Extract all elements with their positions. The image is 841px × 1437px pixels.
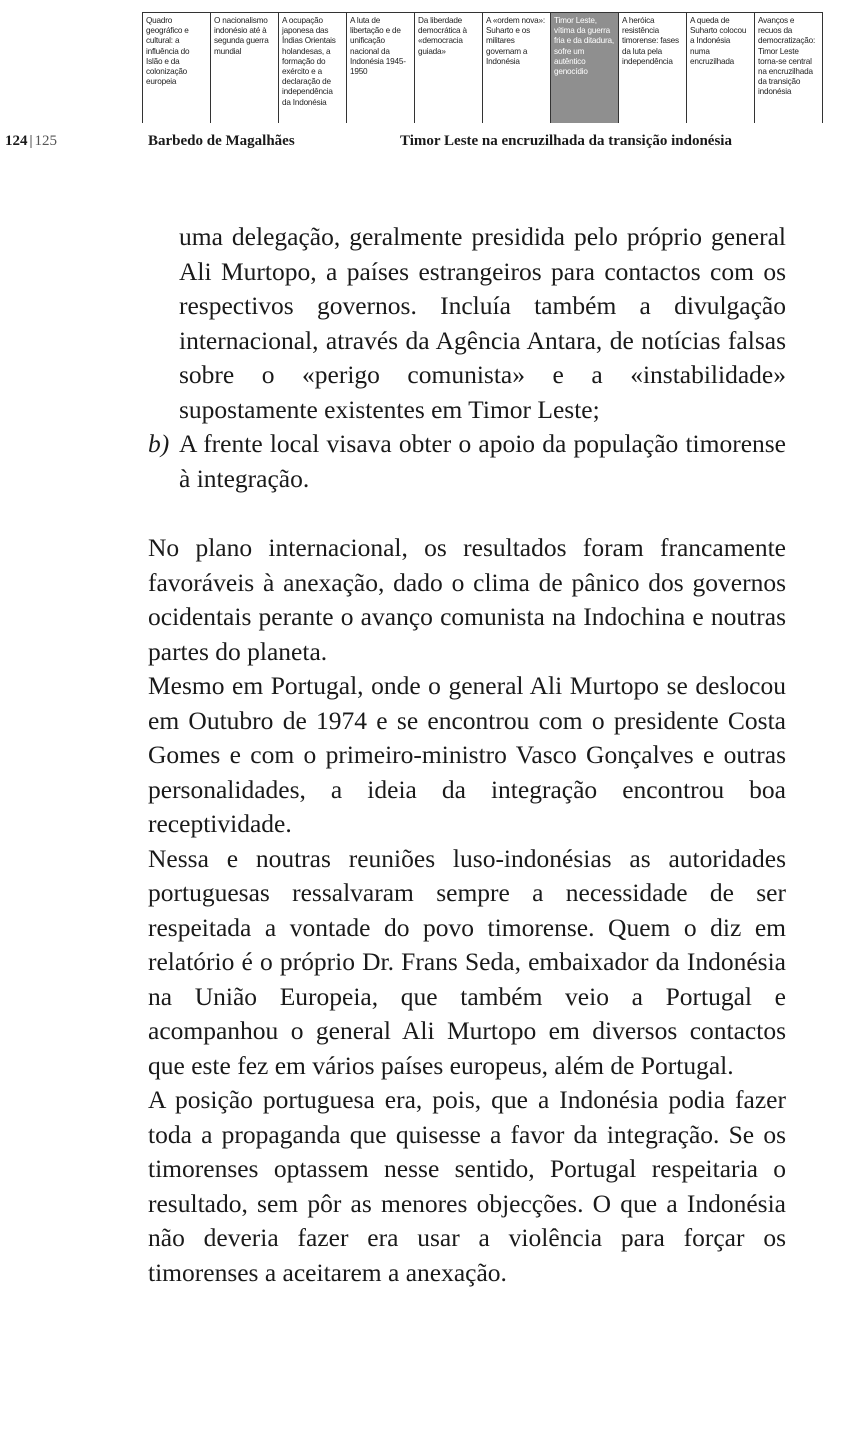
page-number-current: 124 (5, 133, 28, 149)
chapter-nav-cell-8: A heróica resistência timorense: fases da luta pela independência (618, 13, 686, 123)
page-number-next: 125 (34, 133, 58, 149)
list-marker-b: b) (148, 429, 170, 458)
paragraph-spacer (148, 496, 786, 531)
chapter-nav-cell-2: O nacionalismo indonésio até à segunda guerra mundial (210, 13, 278, 123)
paragraph-1: No plano internacional, os resultados foram francamente favoráveis à anexação, dado o clima de pânico dos governos ocidentais perante o avanço comunista na Indochina e noutras partes do planeta. (148, 533, 786, 666)
running-header (0, 133, 841, 157)
paragraph-3: Nessa e noutras reuniões luso-indonésias as autoridades portuguesas ressalvaram sempre a necessidade de ser respeitada a vontade do povo timorense. Quem o diz em relatório é o próprio Dr. Frans Seda, embaixador da Indonésia na União Europeia, que também veio a Portugal e acompanhou o general Ali Murtopo em diversos contactos que este fez em vários países europeus, além de Portugal. (148, 843, 786, 1080)
continuation-paragraph: uma delegação, geralmente presidida pelo próprio general Ali Murtopo, a países estrangeiros para contactos com os respectivos governos. Incluía também a divulgação internacional, através da Agência Antara, de notícias falsas sobre o «perigo comunista» e a «instabilidade» supostamente existentes em Timor Leste; (179, 222, 786, 424)
paragraph-4: A posição portuguesa era, pois, que a Indonésia podia fazer toda a propaganda que quisesse a favor da integração. Se os timorenses optassem nesse sentido, Portugal respeitaria o resultado, sem pôr as menores objecções. O que a Indonésia não deveria fazer era usar a violência para forçar os timorenses a aceitarem a anexação. (148, 1085, 786, 1287)
chapter-nav-cell-9: A queda de Suharto colocou a Indonésia numa encruzilhada (686, 13, 754, 123)
chapter-nav-cell-10: Avanços e recuos da democratização: Timor Leste torna-se central na encruzilhada da transição indonésia (754, 13, 822, 123)
chapter-nav-cell-6: A «ordem nova»: Suharto e os militares governam a Indonésia (482, 13, 550, 123)
chapter-nav-cell-4: A luta de libertação e de unificação nacional da Indonésia 1945-1950 (346, 13, 414, 123)
chapter-nav-cell-7-current: Timor Leste, vítima da guerra fria e da ditadura, sofre um autêntico genocídio (550, 13, 618, 123)
list-item-b-text: A frente local visava obter o apoio da população timorense à integração. (179, 429, 786, 493)
paragraph-2: Mesmo em Portugal, onde o general Ali Murtopo se deslocou em Outubro de 1974 e se encontrou com o presidente Costa Gomes e com o primeiro-ministro Vasco Gonçalves e outras personalidades, a ideia da integração encontrou boa receptividade. (148, 671, 786, 838)
chapter-navigation-strip (142, 12, 823, 123)
author-name: Barbedo de Magalhães (148, 133, 295, 149)
chapter-nav-cell-3: A ocupação japonesa das Índias Orientais holandesas, a formação do exército e a declaração de independência da Indonésia (278, 13, 346, 123)
chapter-nav-cell-1: Quadro geográfico e cultural: a influência do Islão e da colonização europeia (142, 13, 210, 123)
chapter-nav-cell-5: Da liberdade democrática à «democracia guiada» (414, 13, 482, 123)
list-item-b (148, 427, 786, 496)
body-text (148, 220, 786, 1290)
page-number-separator: | (29, 133, 33, 149)
page-number (5, 133, 57, 150)
book-title: Timor Leste na encruzilhada da transição indonésia (400, 133, 732, 149)
